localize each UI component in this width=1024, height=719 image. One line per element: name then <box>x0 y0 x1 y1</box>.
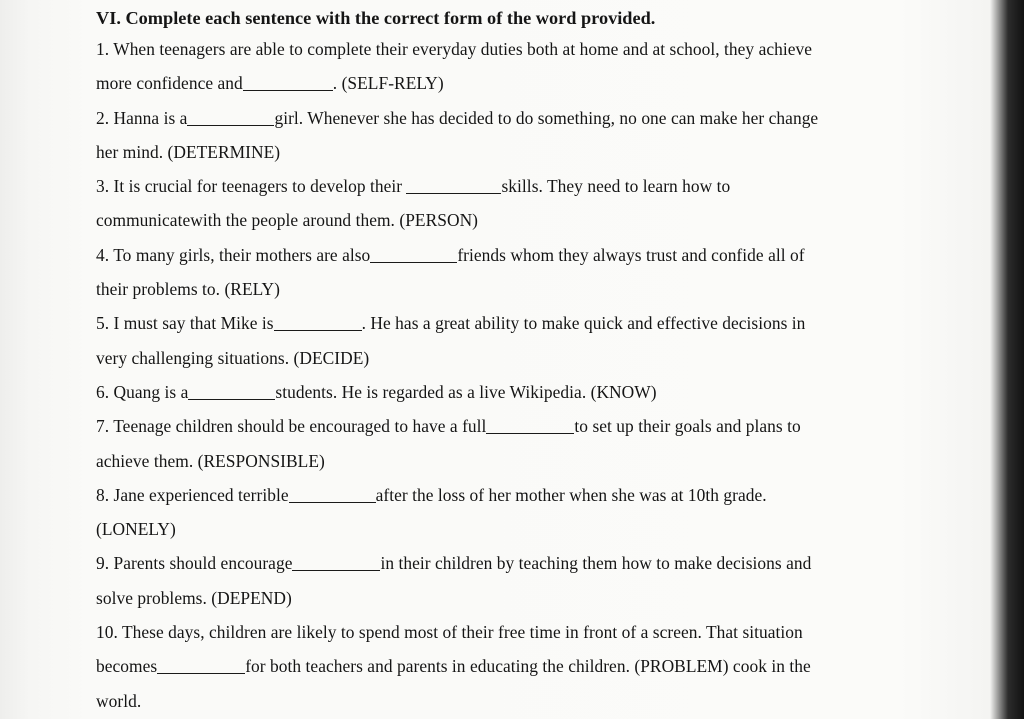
line-text: 6. Quang is a <box>96 381 189 402</box>
text-line-6 <box>96 203 996 237</box>
line-text: 9. Parents should encourage <box>96 553 293 574</box>
text-line-13 <box>96 444 996 478</box>
line-text-after: girl. Whenever she has decided to do something, no one can make her change <box>274 107 819 128</box>
text-line-4 <box>96 135 996 169</box>
answer-blank-2[interactable] <box>187 124 274 126</box>
line-text: 2. Hanna is a <box>96 107 188 128</box>
line-text-after: in their children by teaching them how to make decisions and <box>380 553 812 574</box>
answer-blank-4[interactable] <box>370 261 457 263</box>
answer-blank-10[interactable] <box>157 672 245 674</box>
line-text-after: . (SELF-RELY) <box>332 73 444 94</box>
exercise-content <box>96 4 996 718</box>
answer-blank-5[interactable] <box>274 329 362 331</box>
text-line-12 <box>96 409 996 443</box>
text-line-19 <box>96 649 996 683</box>
line-text: 8. Jane experienced terrible <box>96 484 289 505</box>
line-text-after: for both teachers and parents in educating the children. (PROBLEM) cook in the <box>245 656 811 677</box>
text-line-5 <box>96 169 996 203</box>
text-line-2 <box>96 66 996 100</box>
line-text: more confidence and <box>96 73 243 94</box>
answer-blank-9[interactable] <box>292 569 380 571</box>
line-text: solve problems. (DEPEND) <box>96 587 292 608</box>
line-text: achieve them. (RESPONSIBLE) <box>96 450 325 471</box>
text-line-10 <box>96 341 996 375</box>
text-line-1 <box>96 32 996 66</box>
text-line-14 <box>96 478 996 512</box>
line-text: very challenging situations. (DECIDE) <box>96 347 370 368</box>
line-text-after: friends whom they always trust and confide all of <box>457 244 805 265</box>
line-text: world. <box>96 690 142 711</box>
line-text-after: after the loss of her mother when she was at 10th grade. <box>375 484 767 505</box>
answer-blank-1[interactable] <box>243 89 333 91</box>
text-line-9 <box>96 306 996 340</box>
line-text: their problems to. (RELY) <box>96 279 281 300</box>
text-line-18 <box>96 615 996 649</box>
answer-blank-6[interactable] <box>188 398 275 400</box>
text-line-7 <box>96 238 996 272</box>
line-text: her mind. (DETERMINE) <box>96 141 281 162</box>
line-text: 5. I must say that Mike is <box>96 313 274 334</box>
line-text: 3. It is crucial for teenagers to develop their <box>96 176 407 197</box>
line-text-after: students. He is regarded as a live Wikipedia. (KNOW) <box>275 381 657 402</box>
text-line-8 <box>96 272 996 306</box>
line-text: 10. These days, children are likely to spend most of their free time in front of a screen. That situation <box>96 622 803 643</box>
answer-blank-7[interactable] <box>486 432 574 434</box>
line-text: (LONELY) <box>96 519 176 540</box>
line-text-after: to set up their goals and plans to <box>574 416 801 437</box>
line-text-after: . He has a great ability to make quick and effective decisions in <box>361 313 806 334</box>
text-line-11 <box>96 375 996 409</box>
line-text: 1. When teenagers are able to complete their everyday duties both at home and at school, they achieve <box>96 39 813 59</box>
text-line-15 <box>96 512 996 546</box>
text-line-17 <box>96 581 996 615</box>
text-line-3 <box>96 101 996 135</box>
answer-blank-3[interactable] <box>406 192 501 194</box>
line-text: communicatewith the people around them. (PERSON) <box>96 210 479 231</box>
line-text-after: skills. They need to learn how to <box>501 176 731 197</box>
line-text: 4. To many girls, their mothers are also <box>96 244 371 265</box>
exercise-heading: VI. Complete each sentence with the correct form of the word provided. <box>96 8 656 28</box>
line-text: 7. Teenage children should be encouraged to have a full <box>96 416 487 437</box>
text-line-16 <box>96 546 996 580</box>
text-line-20 <box>96 684 996 718</box>
answer-blank-8[interactable] <box>289 501 376 503</box>
line-text: becomes <box>96 656 158 677</box>
